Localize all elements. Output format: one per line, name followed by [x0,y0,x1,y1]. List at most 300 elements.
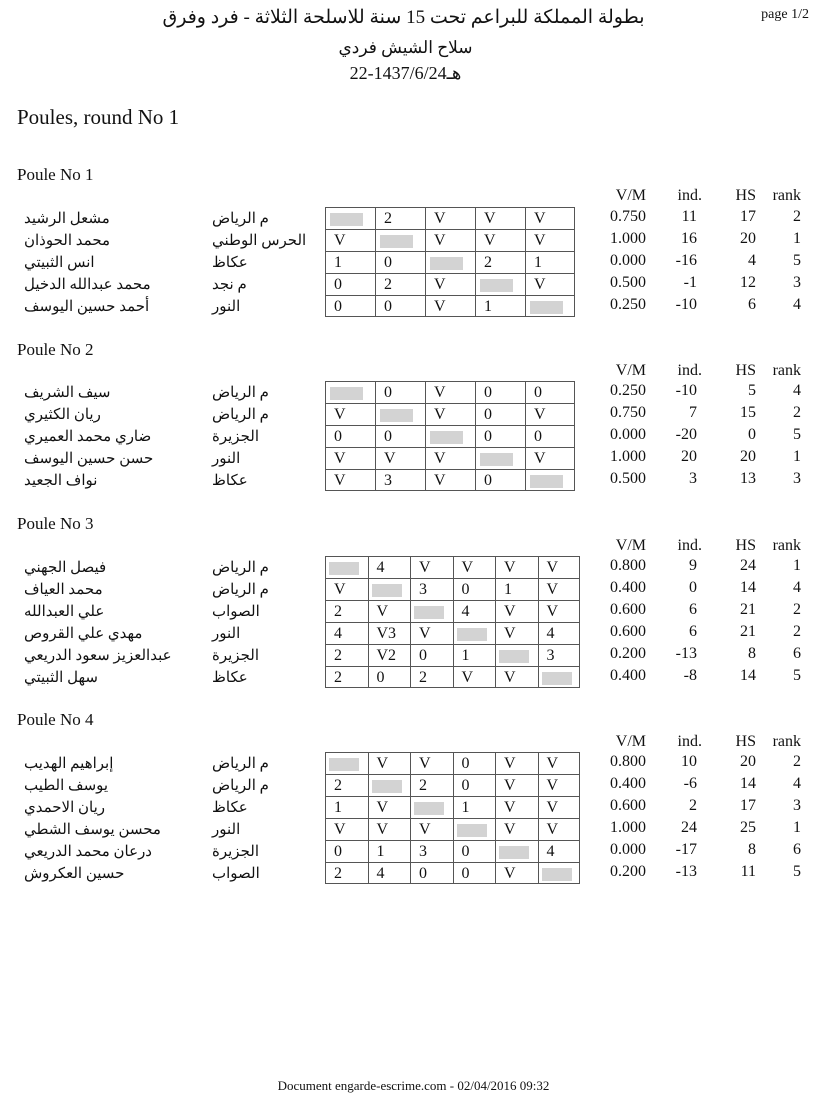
bout-results [325,381,575,403]
bout-cell: 2 [410,774,453,796]
bout-cell-self [538,666,581,688]
column-header-hs: HS [735,537,756,554]
bout-cell: 0 [453,578,496,600]
bout-cell: V [495,752,538,774]
table-row [0,818,827,840]
table-row [0,774,827,796]
bout-cell: V [495,796,538,818]
indicator-value: 9 [689,557,697,574]
bout-cell: V3 [368,622,411,644]
fencer-name: ريان الاحمدي [24,800,106,816]
table-row [0,207,827,229]
poule-title: Poule No 2 [17,340,94,359]
victory-ratio-value: 0.500 [610,274,646,291]
indicator-value: -10 [675,296,697,313]
table-row [0,644,827,666]
column-header-hs: HS [735,187,756,204]
bout-cell: 0 [453,774,496,796]
hits-scored-value: 25 [740,819,756,836]
table-row [0,666,827,688]
column-header-rank: rank [772,362,801,379]
fencer-name: سهل الثبيتي [24,670,98,686]
bout-cell-self [325,207,375,229]
victory-ratio-value: 0.000 [610,426,646,443]
table-row [0,600,827,622]
bout-cell: 4 [538,622,581,644]
rank-value: 5 [793,426,801,443]
rank-value: 3 [793,274,801,291]
bout-cell: 0 [475,425,525,447]
bout-cell: V [375,447,425,469]
indicator-value: 10 [681,753,697,770]
bout-cell: V [410,622,453,644]
table-row [0,578,827,600]
bout-results [325,666,580,688]
fencer-club: الصواب [212,604,260,620]
victory-ratio-value: 1.000 [610,230,646,247]
victory-ratio-value: 1.000 [610,819,646,836]
poule-title: Poule No 3 [17,514,94,533]
bout-cell: 4 [368,862,411,884]
bout-cell: 3 [538,644,581,666]
rank-value: 3 [793,797,801,814]
bout-cell-self [495,644,538,666]
bout-cell: V [368,796,411,818]
bout-cell: 4 [325,622,368,644]
victory-ratio-value: 0.200 [610,863,646,880]
bout-cell: 0 [453,840,496,862]
indicator-value: 6 [689,601,697,618]
bout-cell: 0 [325,273,375,295]
fencer-name: محسن يوسف الشطي [24,822,161,838]
hits-scored-value: 4 [748,252,756,269]
hits-scored-value: 17 [740,797,756,814]
fencer-club: عكاظ [212,800,248,816]
bout-results [325,273,575,295]
hits-scored-value: 13 [740,470,756,487]
fencer-club: الجزيرة [212,844,260,860]
rank-value: 1 [793,819,801,836]
bout-cell: 4 [453,600,496,622]
fencer-name: حسين العكروش [24,866,125,882]
bout-cell: V [538,752,581,774]
bout-cell: 4 [368,556,411,578]
bout-cell-self [368,578,411,600]
victory-ratio-value: 0.750 [610,404,646,421]
hits-scored-value: 20 [740,230,756,247]
bout-results [325,469,575,491]
hits-scored-value: 0 [748,426,756,443]
bout-cell: 0 [375,295,425,317]
bout-cell: V [410,752,453,774]
bout-cell: 2 [475,251,525,273]
fencer-club: م الرياض [212,756,269,772]
document-title: بطولة المملكة للبراعم تحت 15 سنة للاسلحة الثلاثة - فرد وفرق [162,7,645,28]
bout-cell-self [325,752,368,774]
bout-results [325,818,580,840]
fencer-name: درعان محمد الدريعي [24,844,152,860]
rank-value: 2 [793,208,801,225]
poule-title: Poule No 1 [17,165,94,184]
rank-value: 5 [793,252,801,269]
column-header-vm: V/M [615,187,646,204]
fencer-name: أحمد حسين اليوسف [24,299,150,315]
hits-scored-value: 11 [740,863,756,880]
indicator-value: -8 [683,667,697,684]
bout-results [325,295,575,317]
column-header-hs: HS [735,733,756,750]
victory-ratio-value: 0.800 [610,557,646,574]
bout-cell: 0 [368,666,411,688]
table-row [0,295,827,317]
bout-results [325,774,580,796]
bout-cell: 0 [375,425,425,447]
bout-results [325,622,580,644]
indicator-value: -1 [683,274,697,291]
rank-value: 2 [793,404,801,421]
indicator-value: 11 [681,208,697,225]
bout-results [325,644,580,666]
table-row [0,381,827,403]
table-row [0,862,827,884]
indicator-value: -20 [675,426,697,443]
bout-cell: 2 [325,600,368,622]
bout-cell-self [495,840,538,862]
fencer-club: عكاظ [212,473,248,489]
bout-results [325,229,575,251]
bout-cell-self [475,447,525,469]
bout-cell: V [425,229,475,251]
bout-cell: V [325,403,375,425]
bout-cell: V [425,403,475,425]
document-date: 22-1437/6/24هـ [349,63,462,83]
victory-ratio-value: 1.000 [610,448,646,465]
bout-cell-self [410,796,453,818]
column-header-rank: rank [772,537,801,554]
bout-cell: V [525,447,575,469]
hits-scored-value: 6 [748,296,756,313]
indicator-value: 16 [681,230,697,247]
bout-cell: V [495,556,538,578]
bout-cell: V [525,403,575,425]
rank-value: 6 [793,645,801,662]
bout-results [325,403,575,425]
fencer-club: النور [212,451,241,467]
fencer-club: الجزيرة [212,648,260,664]
hits-scored-value: 14 [740,667,756,684]
bout-cell-self [453,622,496,644]
rank-value: 2 [793,601,801,618]
bout-cell-self [325,381,375,403]
rank-value: 2 [793,623,801,640]
victory-ratio-value: 0.400 [610,775,646,792]
table-row [0,447,827,469]
bout-results [325,840,580,862]
bout-cell: 0 [475,403,525,425]
bout-cell: V [425,381,475,403]
bout-cell: V [325,469,375,491]
bout-cell: 0 [325,840,368,862]
column-header-ind: ind. [677,733,702,750]
column-header-rank: rank [772,733,801,750]
bout-cell: 1 [453,644,496,666]
bout-cell: V [495,818,538,840]
fencer-club: م الرياض [212,211,269,227]
fencer-name: علي العبدالله [24,604,105,620]
bout-cell: 0 [410,644,453,666]
bout-cell: 0 [410,862,453,884]
fencer-club: عكاظ [212,670,248,686]
bout-cell: 2 [325,774,368,796]
column-header-vm: V/M [615,733,646,750]
bout-cell: V [538,556,581,578]
bout-cell: V [325,229,375,251]
fencer-club: النور [212,626,241,642]
bout-cell: 3 [410,840,453,862]
column-header-vm: V/M [615,537,646,554]
bout-cell: V [425,469,475,491]
rank-value: 1 [793,230,801,247]
bout-cell: 1 [525,251,575,273]
bout-cell: 3 [375,469,425,491]
table-row [0,752,827,774]
victory-ratio-value: 0.800 [610,753,646,770]
bout-cell: 4 [538,840,581,862]
bout-cell: 0 [525,425,575,447]
bout-cell-self [453,818,496,840]
fencer-name: عبدالعزيز سعود الدريعي [24,648,172,664]
document-footer: Document engarde-escrime.com - 02/04/2016 09:32 [277,1078,550,1093]
fencer-name: محمد العياف [24,582,103,598]
hits-scored-value: 20 [740,753,756,770]
bout-cell-self [425,251,475,273]
bout-cell: 2 [375,273,425,295]
fencer-name: إبراهيم الهديب [24,756,114,772]
column-header-vm: V/M [615,362,646,379]
bout-cell: 1 [325,251,375,273]
indicator-value: 6 [689,623,697,640]
rank-value: 5 [793,863,801,880]
rank-value: 2 [793,753,801,770]
table-row [0,273,827,295]
fencer-club: الصواب [212,866,260,882]
fencer-club: النور [212,299,241,315]
bout-cell-self [410,600,453,622]
hits-scored-value: 17 [740,208,756,225]
bout-cell: 2 [325,644,368,666]
bout-cell: V [325,447,375,469]
indicator-value: 3 [689,470,697,487]
indicator-value: -6 [683,775,697,792]
bout-cell: 0 [525,381,575,403]
bout-cell: V [538,578,581,600]
bout-cell: V [495,666,538,688]
hits-scored-value: 8 [748,841,756,858]
victory-ratio-value: 0.000 [610,252,646,269]
bout-cell: 1 [368,840,411,862]
bout-cell: V [325,578,368,600]
table-row [0,469,827,491]
indicator-value: -16 [675,252,697,269]
fencer-club: م الرياض [212,582,269,598]
fencer-club: م الرياض [212,560,269,576]
bout-cell: V [425,207,475,229]
bout-cell: 0 [325,295,375,317]
bout-cell: 0 [475,381,525,403]
bout-cell: 1 [453,796,496,818]
fencer-name: يوسف الطيب [24,778,109,794]
bout-results [325,251,575,273]
bout-cell: V [475,207,525,229]
document-subtitle: سلاح الشيش فردي [338,38,473,57]
victory-ratio-value: 0.750 [610,208,646,225]
indicator-value: -13 [675,645,697,662]
hits-scored-value: 24 [740,557,756,574]
bout-cell-self [538,862,581,884]
fencer-name: فيصل الجهني [24,560,107,576]
bout-cell: 1 [475,295,525,317]
bout-results [325,207,575,229]
bout-cell: 0 [375,251,425,273]
bout-cell: V [368,818,411,840]
bout-cell: V [495,622,538,644]
victory-ratio-value: 0.200 [610,645,646,662]
indicator-value: 0 [689,579,697,596]
fencer-name: ضاري محمد العميري [24,429,152,445]
table-row [0,229,827,251]
victory-ratio-value: 0.600 [610,797,646,814]
bout-cell: V [410,556,453,578]
victory-ratio-value: 0.600 [610,623,646,640]
rank-value: 4 [793,382,801,399]
table-row [0,796,827,818]
indicator-value: 24 [681,819,697,836]
bout-cell-self [425,425,475,447]
bout-cell: V [538,600,581,622]
fencer-name: نواف الجعيد [24,473,98,489]
indicator-value: 20 [681,448,697,465]
victory-ratio-value: 0.250 [610,296,646,313]
hits-scored-value: 5 [748,382,756,399]
indicator-value: -17 [675,841,697,858]
bout-cell: V [368,752,411,774]
bout-results [325,447,575,469]
bout-cell: V [475,229,525,251]
rank-value: 4 [793,775,801,792]
fencer-club: م الرياض [212,407,269,423]
poule-title: Poule No 4 [17,710,94,729]
bout-cell: 0 [375,381,425,403]
fencer-club: م الرياض [212,385,269,401]
victory-ratio-value: 0.250 [610,382,646,399]
bout-cell: V [525,207,575,229]
column-header-ind: ind. [677,362,702,379]
fencer-name: سيف الشريف [24,385,111,401]
victory-ratio-value: 0.500 [610,470,646,487]
hits-scored-value: 12 [740,274,756,291]
bout-cell: 0 [453,862,496,884]
table-row [0,425,827,447]
hits-scored-value: 21 [740,601,756,618]
bout-cell: V [410,818,453,840]
fencer-name: مهدي علي القروص [24,626,143,642]
rank-value: 6 [793,841,801,858]
bout-cell: V [538,818,581,840]
bout-cell: V [425,273,475,295]
bout-results [325,600,580,622]
table-row [0,556,827,578]
victory-ratio-value: 0.400 [610,579,646,596]
bout-cell: V [425,447,475,469]
victory-ratio-value: 0.400 [610,667,646,684]
bout-cell: 2 [375,207,425,229]
bout-cell: 3 [410,578,453,600]
indicator-value: -13 [675,863,697,880]
bout-cell: 1 [325,796,368,818]
bout-cell-self [525,295,575,317]
rank-value: 3 [793,470,801,487]
table-row [0,251,827,273]
fencer-club: عكاظ [212,255,248,271]
fencer-name: مشعل الرشيد [24,211,110,227]
hits-scored-value: 14 [740,579,756,596]
rank-value: 4 [793,579,801,596]
bout-results [325,752,580,774]
rank-value: 5 [793,667,801,684]
bout-cell: 0 [475,469,525,491]
bout-cell-self [325,556,368,578]
bout-results [325,796,580,818]
fencer-name: حسن حسين اليوسف [24,451,154,467]
section-title: Poules, round No 1 [17,105,180,129]
fencer-club: النور [212,822,241,838]
bout-cell: V [453,666,496,688]
bout-cell: V [525,229,575,251]
bout-results [325,862,580,884]
bout-cell-self [375,229,425,251]
bout-cell: 2 [325,666,368,688]
bout-results [325,425,575,447]
fencer-name: ريان الكثيري [24,407,101,423]
fencer-name: محمد عبدالله الدخيل [24,277,151,293]
victory-ratio-value: 0.600 [610,601,646,618]
column-header-ind: ind. [677,187,702,204]
indicator-value: 2 [689,797,697,814]
bout-cell: V [538,774,581,796]
bout-cell: 0 [453,752,496,774]
bout-cell: V [453,556,496,578]
bout-cell: V [495,600,538,622]
bout-cell-self [375,403,425,425]
rank-value: 1 [793,557,801,574]
rank-value: 4 [793,296,801,313]
victory-ratio-value: 0.000 [610,841,646,858]
bout-cell-self [525,469,575,491]
bout-results [325,556,580,578]
bout-cell: V [525,273,575,295]
indicator-value: -10 [675,382,697,399]
bout-cell: 2 [325,862,368,884]
indicator-value: 7 [689,404,697,421]
bout-cell: V [538,796,581,818]
fencer-club: م الرياض [212,778,269,794]
bout-results [325,578,580,600]
bout-cell-self [475,273,525,295]
fencer-club: الجزيرة [212,429,260,445]
column-header-hs: HS [735,362,756,379]
hits-scored-value: 14 [740,775,756,792]
bout-cell: V [425,295,475,317]
